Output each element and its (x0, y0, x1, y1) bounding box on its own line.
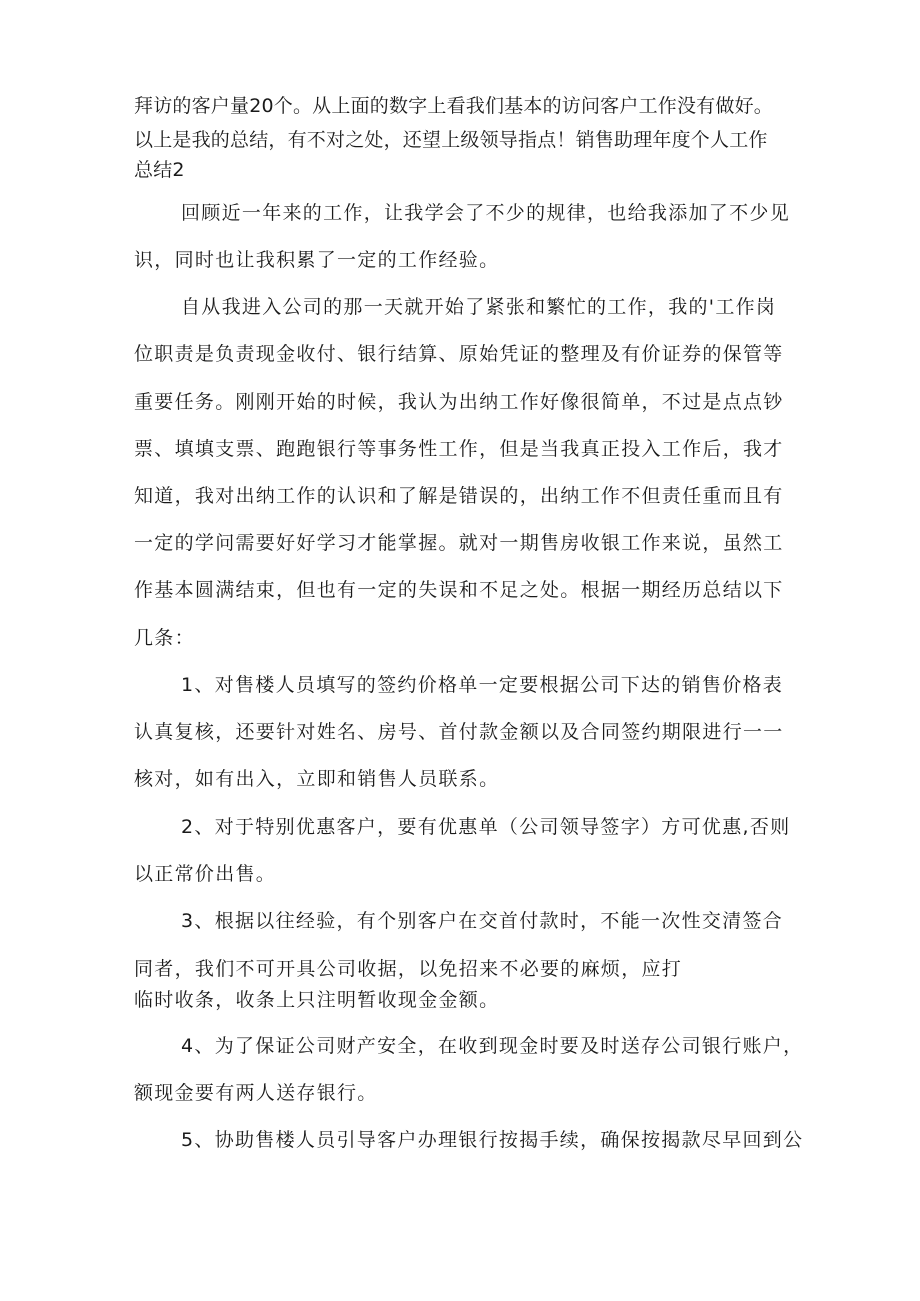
text-line: 自从我进入公司的那一天就开始了紧张和繁忙的工作，我的'工作岗 (181, 296, 777, 318)
text-line: 额现金要有两人送存银行。 (134, 1082, 378, 1104)
text-line: 位职责是负责现金收付、银行结算、原始凭证的整理及有价证券的保管等 (134, 343, 784, 365)
text-line: 一定的学问需要好好学习才能掌握。就对一期售房收银工作来说，虽然工 (134, 532, 784, 554)
text-line: 认真复核，还要针对姓名、房号、首付款金额以及合同签约期限进行一一 (134, 721, 784, 743)
text-line: 2、对于特别优惠客户，要有优惠单（公司领导签字）方可优惠,否则 (181, 816, 791, 838)
text-line: 回顾近一年来的工作，让我学会了不少的规律，也给我添加了不少见 (181, 202, 791, 224)
text-line: 5、协助售楼人员引导客户办理银行按揭手续，确保按揭款尽早回到公 (181, 1129, 804, 1151)
text-line: 重要任务。刚刚开始的时候，我认为出纳工作好像很简单，不过是点点钞 (134, 391, 784, 413)
text-line: 临时收条，收条上只注明暂收现金金额。 (134, 989, 500, 1011)
text-line: 作基本圆满结束，但也有一定的失误和不足之处。根据一期经历总结以下 (134, 579, 784, 601)
text-line: 1、对售楼人员填写的签约价格单一定要根据公司下达的销售价格表 (181, 674, 784, 696)
text-line: 知道，我对出纳工作的认识和了解是错误的，出纳工作不但责任重而且有 (134, 485, 784, 507)
text-line: 拜访的客户量20个。从上面的数字上看我们基本的访问客户工作没有做好。 (134, 95, 773, 117)
text-line: 识，同时也让我积累了一定的工作经验。 (134, 249, 500, 271)
text-line: 票、填填支票、跑跑银行等事务性工作，但是当我真正投入工作后，我才 (134, 438, 784, 460)
text-line: 4、为了保证公司财产安全，在收到现金时要及时送存公司银行账户， (181, 1035, 804, 1057)
text-line: 以上是我的总结，有不对之处，还望上级领导指点！销售助理年度个人工作 (134, 129, 768, 151)
text-line: 同者，我们不可开具公司收据，以免招来不必要的麻烦，应打 (134, 958, 683, 980)
text-line: 以正常价出售。 (134, 863, 277, 885)
text-line: 几条： (134, 627, 195, 649)
text-line: 核对，如有出入，立即和销售人员联系。 (134, 768, 500, 790)
text-line: 3、根据以往经验，有个别客户在交首付款时，不能一次性交清签合 (181, 910, 784, 932)
text-line: 总结2 (134, 159, 185, 181)
